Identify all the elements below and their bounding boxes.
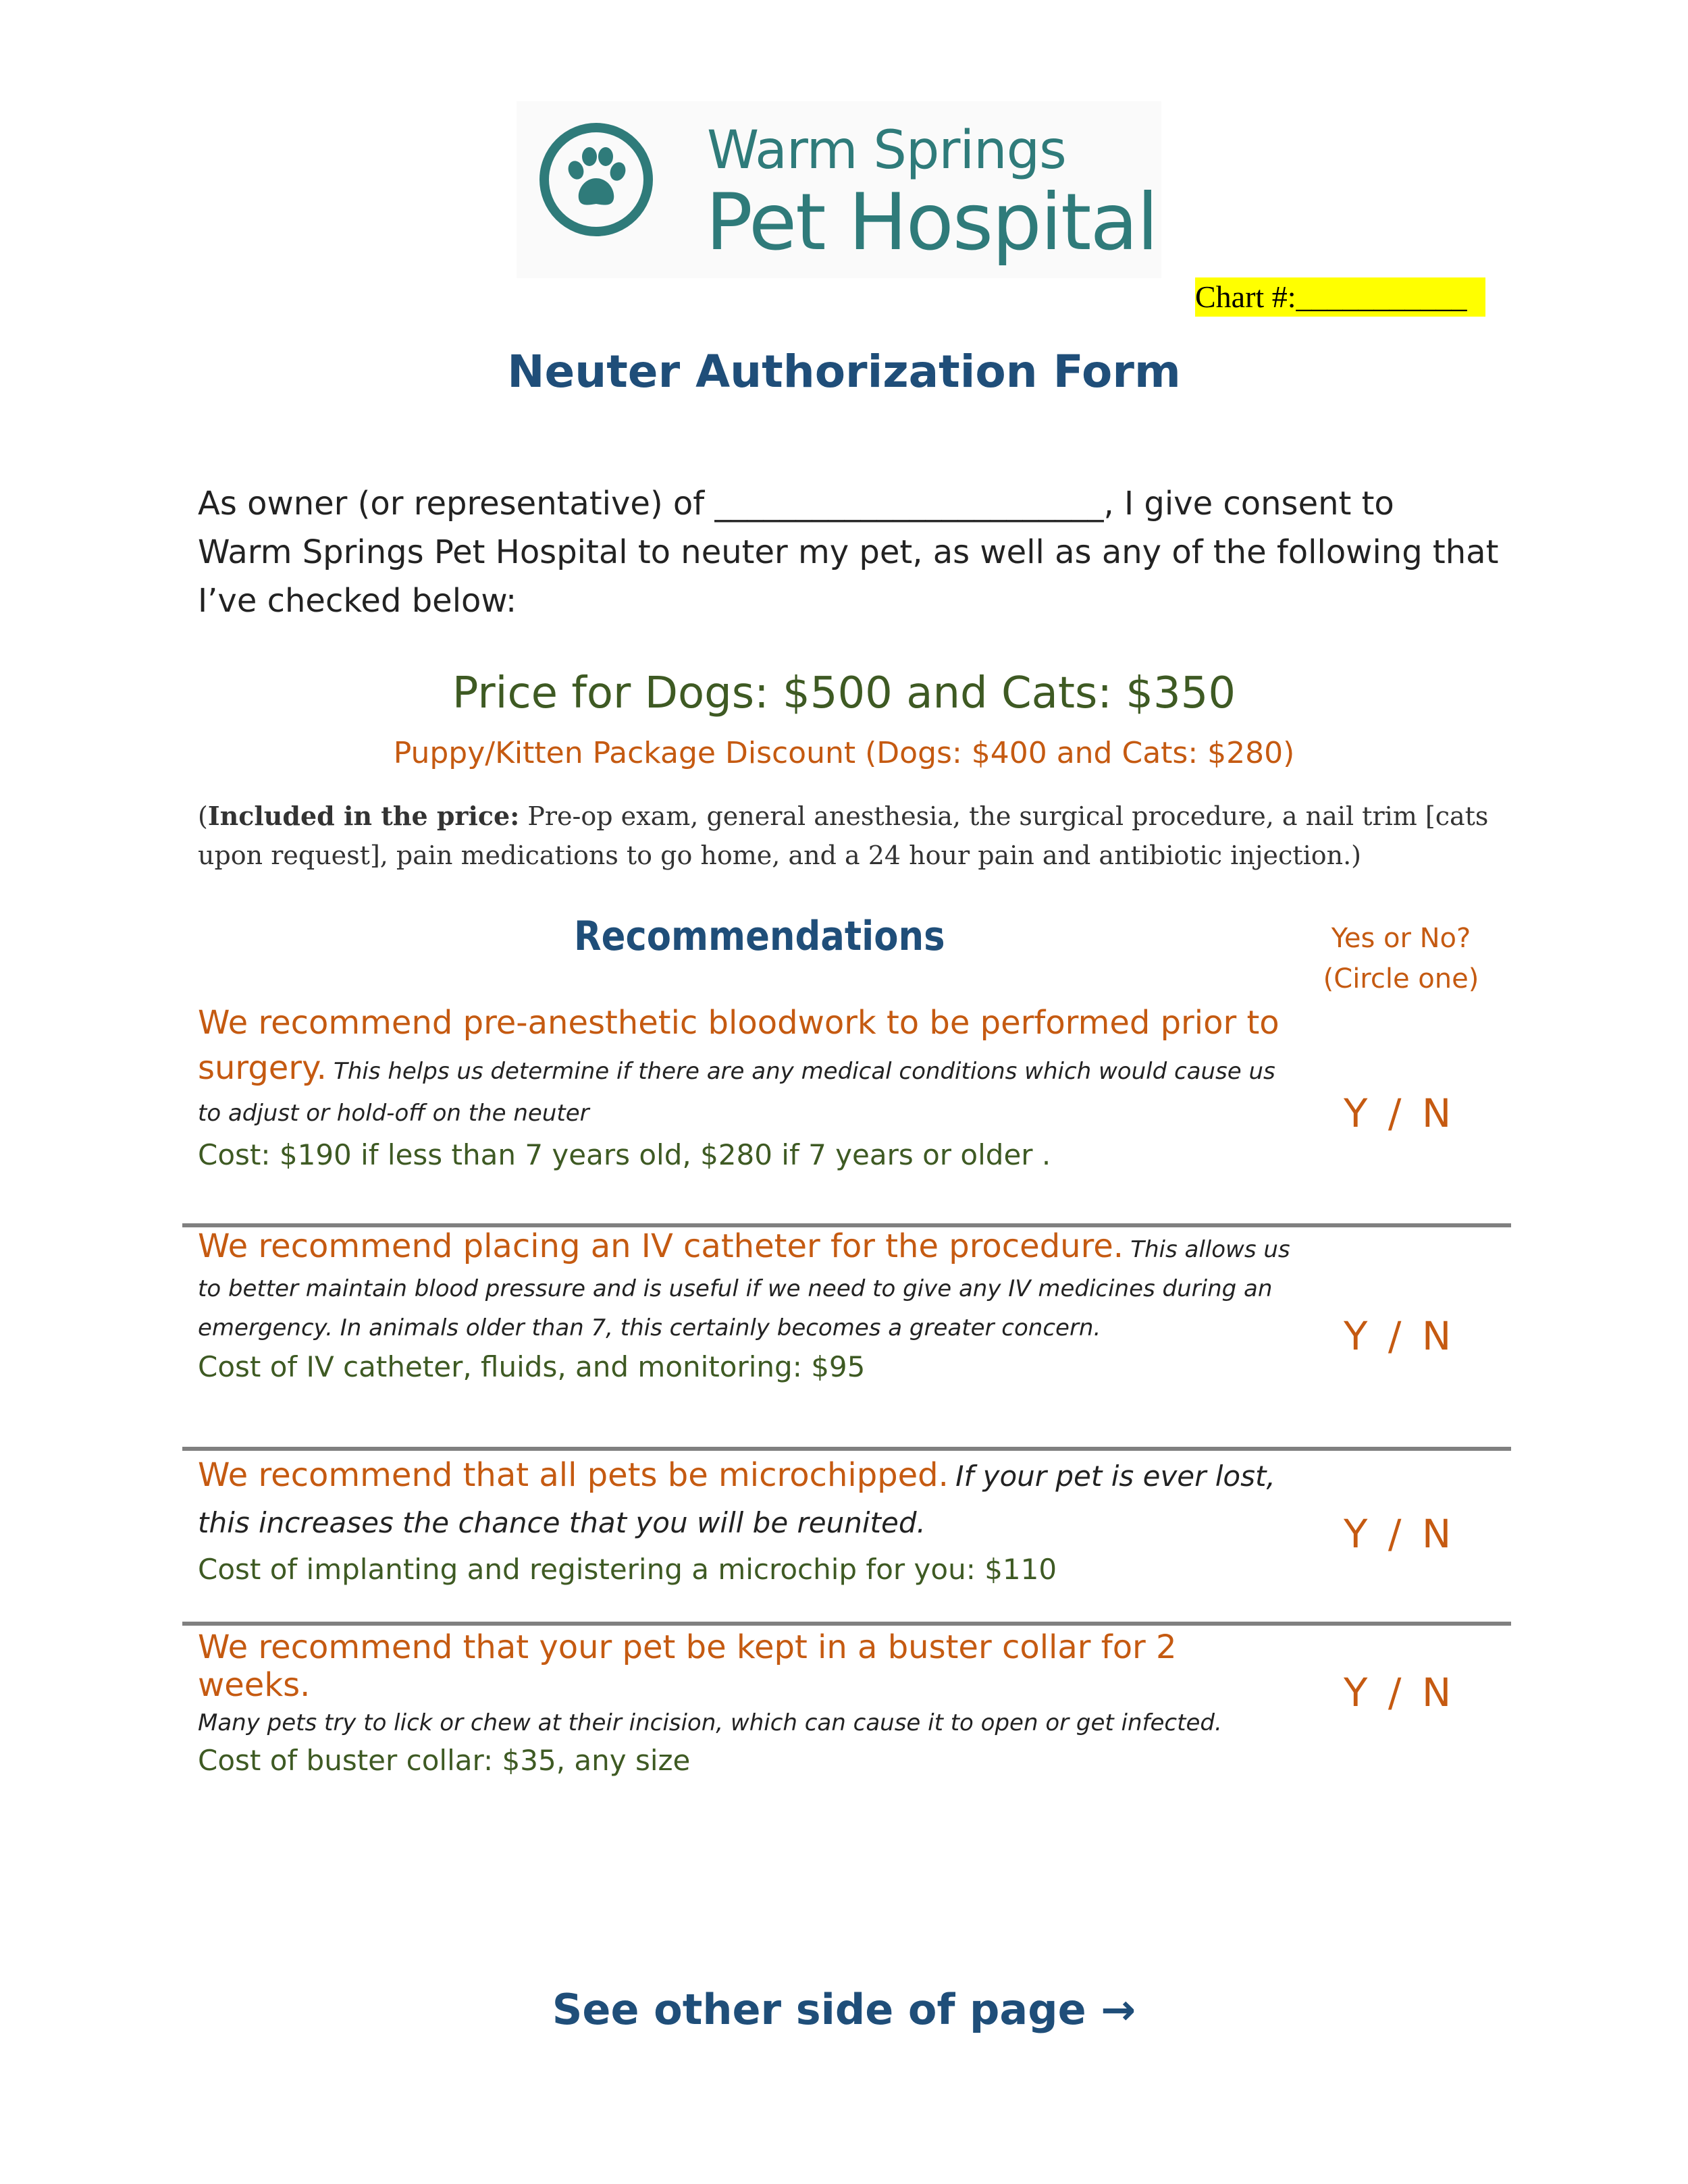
recommendation-microchip: [198, 1455, 1292, 1590]
recommendation-heading: We recommend that your pet be kept in a buster collar for 2 weeks.: [198, 1628, 1177, 1704]
section-divider: [182, 1622, 1511, 1626]
price-line: Price for Dogs: $500 and Cats: $350: [452, 668, 1236, 718]
yes-no-header-line-1: Yes or No?: [1331, 923, 1471, 954]
recommendation-cost: Cost of IV catheter, fluids, and monitoring: $95: [198, 1350, 866, 1383]
recommendation-heading: We recommend pre-anesthetic bloodwork to be performed prior to surgery.: [198, 1004, 1280, 1087]
package-discount-line: Puppy/Kitten Package Discount (Dogs: $400 and Cats: $280): [393, 736, 1295, 770]
recommendation-note: Many pets try to lick or chew at their incision, which can cause it to open or get infected.: [198, 1709, 1222, 1736]
microchip-yes-no-choice[interactable]: Y / N: [1344, 1511, 1452, 1557]
yes-no-header-line-2: (Circle one): [1323, 963, 1479, 994]
paw-print-icon: [539, 123, 653, 236]
chart-number-field[interactable]: Chart #:___________: [1195, 277, 1485, 317]
bloodwork-yes-no-choice[interactable]: Y / N: [1344, 1090, 1452, 1136]
buster-collar-yes-no-choice[interactable]: Y / N: [1344, 1670, 1452, 1715]
recommendation-note: This helps us determine if there are any medical conditions which would cause us to adjust or hold-off on the neuter: [198, 1058, 1275, 1127]
iv-catheter-yes-no-choice[interactable]: Y / N: [1344, 1313, 1452, 1359]
page-title: Neuter Authorization Form: [507, 346, 1181, 398]
section-divider: [182, 1447, 1511, 1451]
recommendation-note: This allows us to better maintain blood pressure and is useful if we need to give any IV medicines during an emergency. In animals older than 7, this certainly becomes a greater concern.: [198, 1236, 1290, 1341]
see-other-side-note: See other side of page →: [552, 1985, 1136, 2034]
recommendations-heading: Recommendations: [574, 913, 945, 960]
recommendation-heading: We recommend that all pets be microchipped.: [198, 1456, 949, 1494]
logo-line-2: Pet Hospital: [706, 177, 1157, 268]
recommendation-iv-catheter: [198, 1229, 1292, 1385]
included-label: Included in the price:: [207, 801, 520, 831]
recommendation-cost: Cost: $190 if less than 7 years old, $280 if 7 years or older .: [198, 1138, 1051, 1171]
recommendation-buster-collar: [198, 1628, 1292, 1780]
recommendation-note: If your pet is ever lost, this increases the chance that you will be reunited.: [198, 1460, 1275, 1539]
recommendation-heading: We recommend placing an IV catheter for the procedure.: [198, 1227, 1124, 1265]
included-in-price: (Included in the price: Pre-op exam, general anesthesia, the surgical procedure, a nail trim [cats upon request], pain medications to go home, and a 24 hour pain and antibiotic injection.): [198, 801, 1489, 870]
consent-line-3: I’ve checked below:: [198, 582, 517, 620]
hospital-logo: [517, 101, 1161, 278]
recommendation-cost: Cost of buster collar: $35, any size: [198, 1744, 691, 1777]
yes-no-header: [1303, 918, 1499, 999]
recommendation-bloodwork: [198, 1004, 1292, 1174]
logo-line-1: Warm Springs: [707, 120, 1066, 181]
recommendation-cost: Cost of implanting and registering a microchip for you: $110: [198, 1553, 1057, 1586]
consent-statement: [198, 479, 1514, 625]
included-text: Pre-op exam, general anesthesia, the surgical procedure, a nail trim [cats upon request], pain medications to go home, and a 24 hour pain and antibiotic injection.): [198, 801, 1489, 870]
consent-line-1: As owner (or representative) of ________________________, I give consent to: [198, 485, 1394, 523]
consent-line-2: Warm Springs Pet Hospital to neuter my pet, as well as any of the following that: [198, 533, 1499, 571]
